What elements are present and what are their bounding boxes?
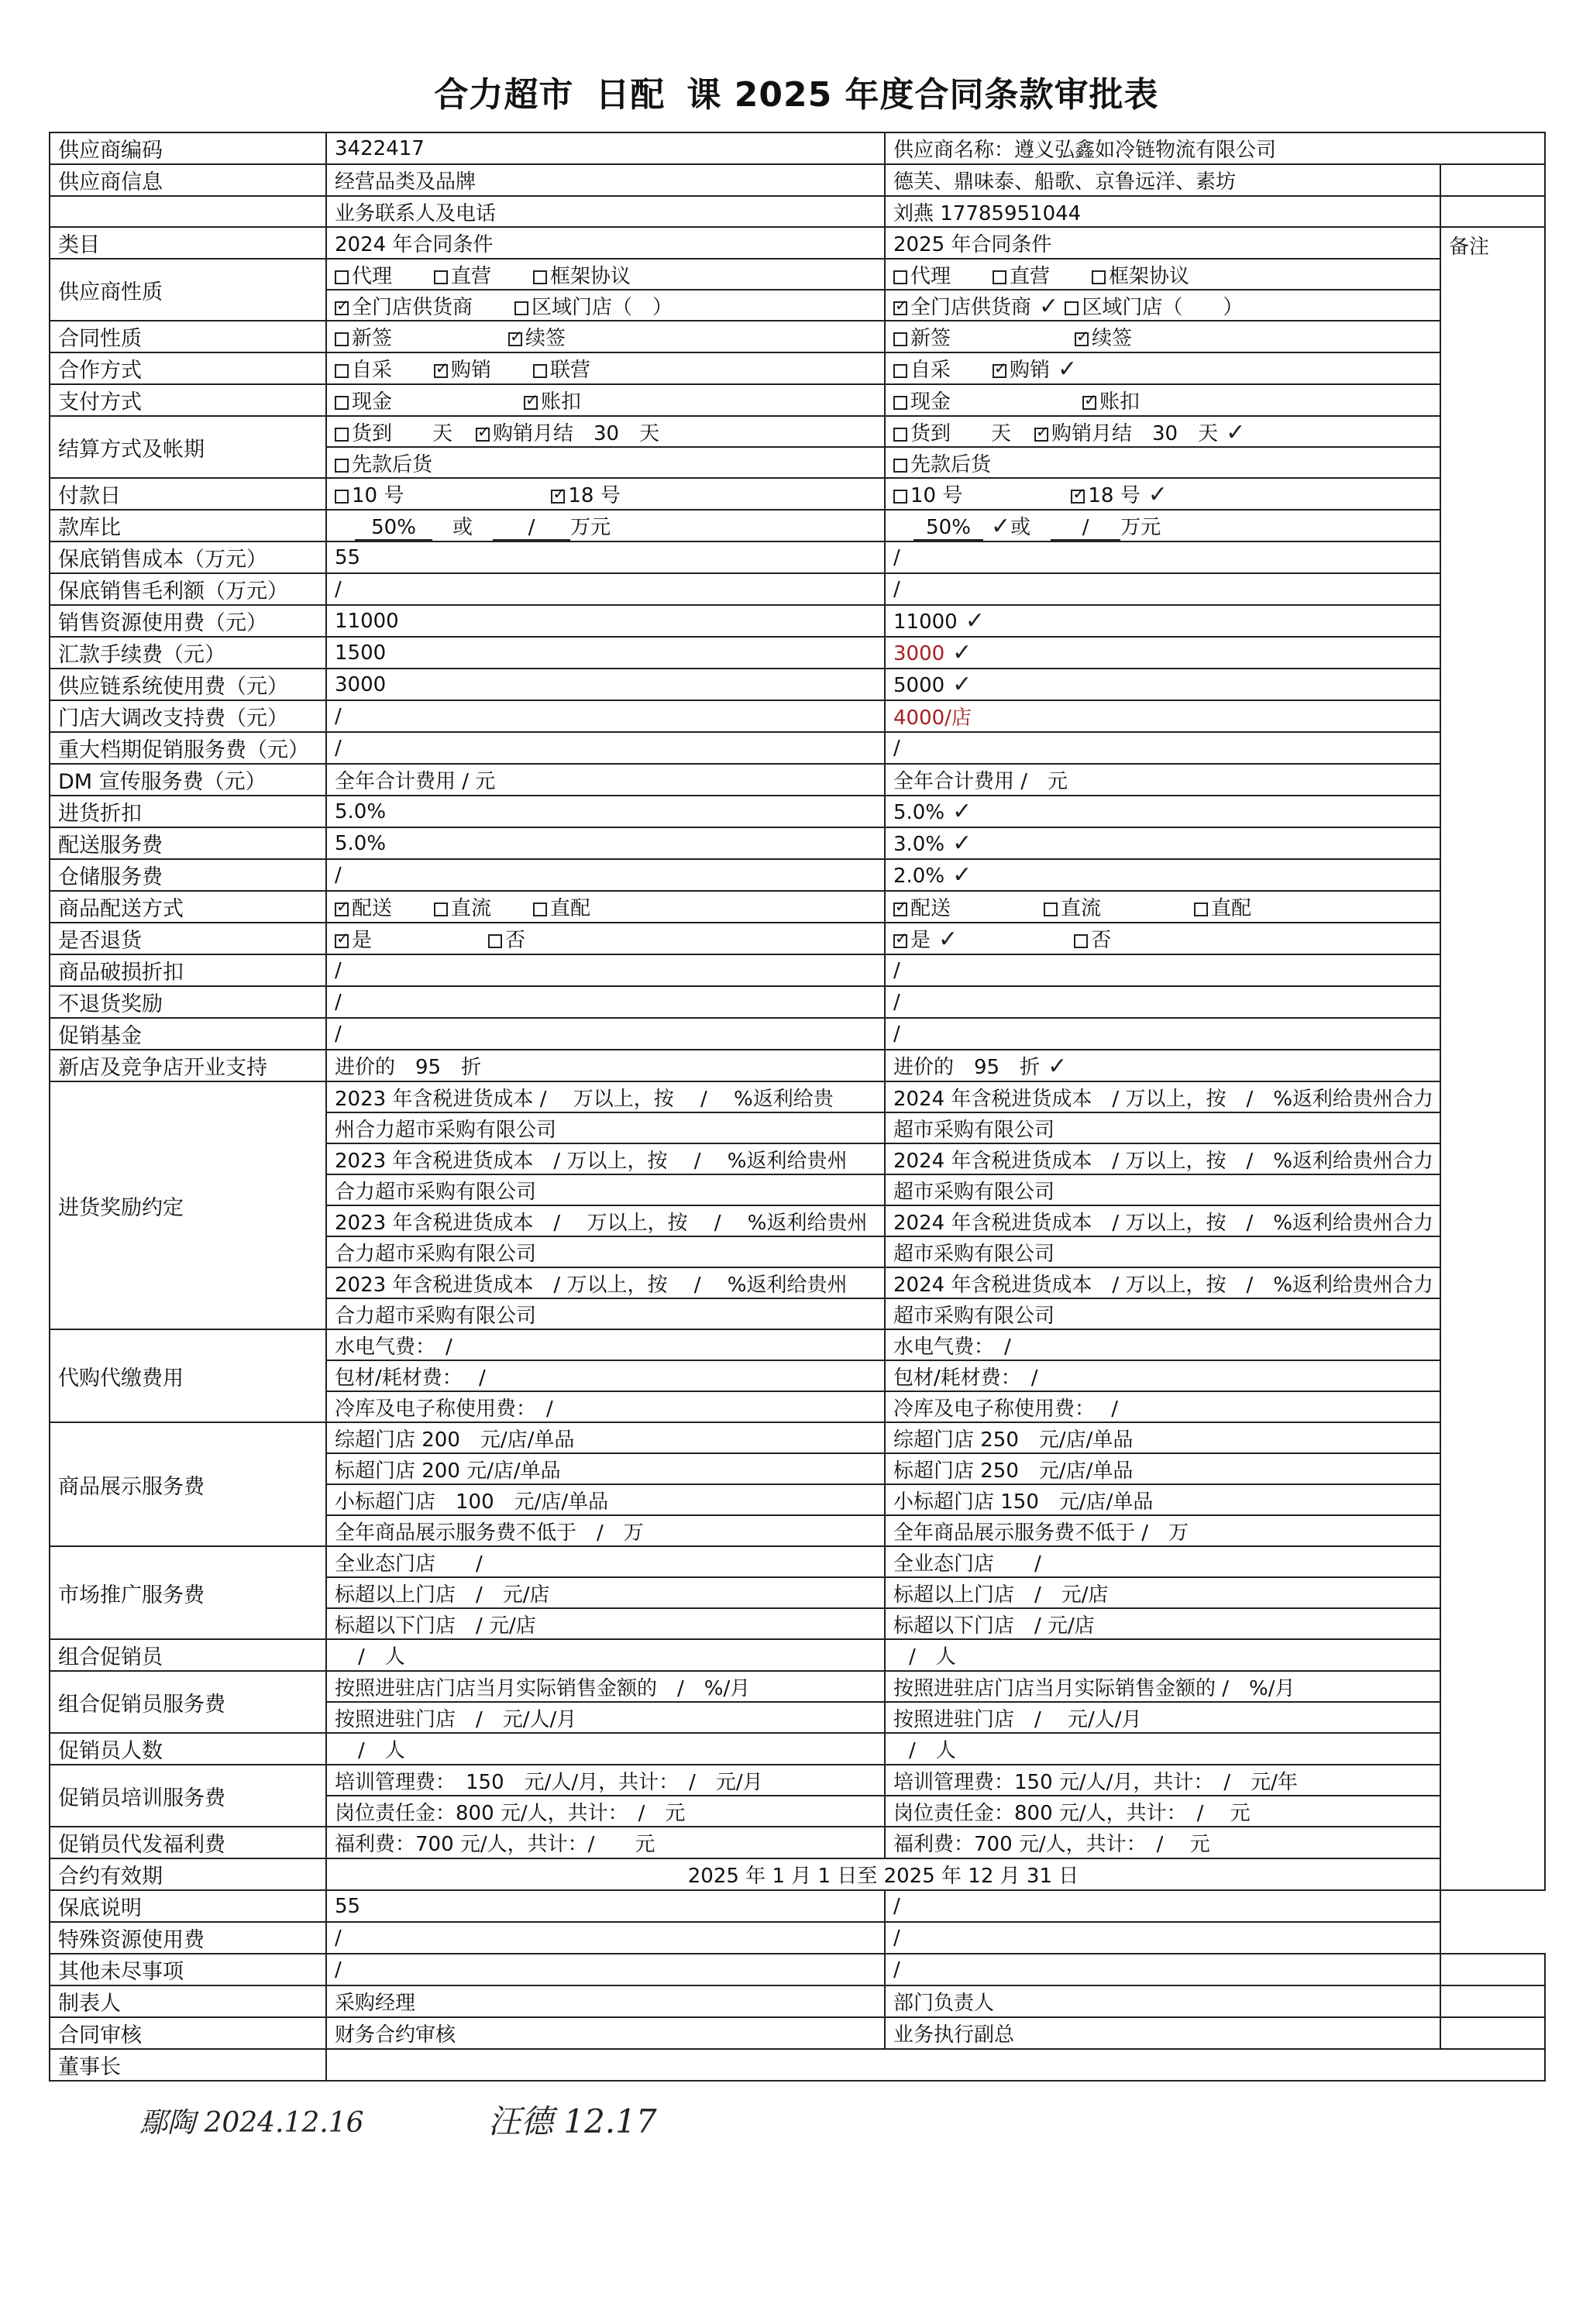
checked-checkbox xyxy=(993,364,1006,378)
checkbox xyxy=(893,396,907,410)
table-row: 董事长 xyxy=(50,2049,1545,2081)
checked-checkbox xyxy=(335,301,349,315)
checked-checkbox xyxy=(893,902,907,916)
table-row: 市场推广服务费 全业态门店 / 全业态门店 / xyxy=(50,1546,1545,1577)
table-row: 代购代缴费用 水电气费： / 水电气费： / xyxy=(50,1329,1545,1360)
table-row: 进货折扣 5.0% 5.0% ✓ xyxy=(50,796,1545,827)
check-mark-icon: ✓ xyxy=(1147,481,1168,508)
table-row: 制表人 采购经理 部门负责人 xyxy=(50,1985,1545,2017)
table-row: 进货奖励约定 2023 年含税进货成本 / 万以上，按 / %返利给贵 2024 年含税进货成本 / 万以上，按 / %返利给贵州合力 xyxy=(50,1081,1545,1112)
table-row: 付款日 10 号✓ 18 号 10 号✓ 18 号 ✓ xyxy=(50,478,1545,510)
table-row: 合作方式 自采✓ 购销 联营 自采✓ 购销 ✓ xyxy=(50,352,1545,384)
table-row: 仓储服务费 / 2.0% ✓ xyxy=(50,859,1545,891)
page-title: 合力超市 日配 课 2025 年度合同条款审批表 xyxy=(434,75,1159,115)
checkbox xyxy=(893,428,907,442)
table-row: 支付方式 现金✓ 账扣 现金✓ 账扣 xyxy=(50,384,1545,416)
checkbox xyxy=(335,364,349,378)
table-row: 配送服务费 5.0% 3.0% ✓ xyxy=(50,827,1545,859)
table-row: 结算方式及帐期 货到 天✓ 购销月结 30 天 货到 天✓ 购销月结 30 天 ✓ xyxy=(50,416,1545,447)
table-row: 合同审核 财务合约审核 业务执行副总 xyxy=(50,2017,1545,2049)
table-row: 不退货奖励 / / xyxy=(50,986,1545,1018)
checkbox xyxy=(1092,270,1106,284)
checkbox xyxy=(1065,301,1079,315)
table-row: 合约有效期 2025 年 1 月 1 日至 2025 年 12 月 31 日 xyxy=(50,1858,1545,1890)
table-row: 商品破损折扣 / / xyxy=(50,954,1545,986)
table-row: 先款后货 先款后货 xyxy=(50,447,1545,478)
table-row: 商品配送方式 ✓ 配送 直流 直配 ✓ 配送 直流 直配 xyxy=(50,891,1545,923)
table-row: 促销员代发福利费 福利费：700 元/人，共计：/ 元 福利费：700 元/人，共计： / 元 xyxy=(50,1827,1545,1858)
checkbox xyxy=(335,428,349,442)
checkbox xyxy=(434,270,448,284)
check-mark-icon: ✓ xyxy=(952,671,972,698)
check-mark-icon: ✓ xyxy=(1058,356,1078,383)
purchase-manager-signature: 汪德 12.17 xyxy=(488,2102,657,2140)
maker-signature: 鄢陶 2024.12.16 xyxy=(139,2107,364,2139)
checked-checkbox xyxy=(434,364,448,378)
table-row: 供应链系统使用费（元） 3000 5000 ✓ xyxy=(50,669,1545,700)
checkbox xyxy=(1194,902,1208,916)
table-row: 供应商信息 经营品类及品牌 德芙、鼎味泰、船歌、京鲁远洋、素坊 xyxy=(50,164,1545,196)
checkbox xyxy=(335,396,349,410)
checkbox xyxy=(1074,934,1088,948)
checkbox xyxy=(533,364,547,378)
table-row: 重大档期促销服务费（元） / / xyxy=(50,732,1545,764)
check-mark-icon: ✓ xyxy=(965,607,985,634)
table-row: 特殊资源使用费 / / xyxy=(50,1922,1545,1954)
table-row: 销售资源使用费（元） 11000 11000 ✓ xyxy=(50,605,1545,637)
checkbox xyxy=(893,364,907,378)
checked-checkbox xyxy=(476,428,490,442)
checked-checkbox xyxy=(1034,428,1048,442)
table-row: 组合促销员 / 人 / 人 xyxy=(50,1639,1545,1671)
table-row: 门店大调改支持费（元） / 4000/店 xyxy=(50,700,1545,732)
table-row: 其他未尽事项 / / xyxy=(50,1954,1545,1985)
table-row: 促销基金 / / xyxy=(50,1018,1545,1050)
check-mark-icon: ✓ xyxy=(952,861,972,889)
checkbox xyxy=(514,301,528,315)
checked-checkbox xyxy=(524,396,538,410)
checkbox xyxy=(893,490,907,504)
checked-checkbox xyxy=(335,934,349,948)
checkbox xyxy=(1044,902,1058,916)
check-mark-icon: ✓ xyxy=(1226,418,1246,446)
check-mark-icon: ✓ xyxy=(1048,1053,1068,1080)
table-row: 供应商性质 代理 直营 框架协议 代理 直营 框架协议 xyxy=(50,259,1545,290)
table-row: 促销员培训服务费 培训管理费： 150 元/人/月，共计： / 元/月 培训管理费：150 元/人/月，共计： / 元/年 xyxy=(50,1765,1545,1796)
checked-checkbox xyxy=(508,332,522,346)
checkbox xyxy=(893,459,907,473)
table-row: 保底说明 55 / xyxy=(50,1890,1545,1922)
checkbox xyxy=(533,270,547,284)
checked-checkbox xyxy=(1075,332,1089,346)
checkbox xyxy=(434,902,448,916)
table-row: 汇款手续费（元） 1500 3000 ✓ xyxy=(50,637,1545,669)
checked-checkbox xyxy=(551,490,565,504)
check-mark-icon: ✓ xyxy=(991,512,1011,540)
checkbox xyxy=(335,490,349,504)
checkbox xyxy=(488,934,502,948)
checkbox xyxy=(993,270,1006,284)
check-mark-icon: ✓ xyxy=(952,639,972,666)
check-mark-icon: ✓ xyxy=(1039,292,1059,320)
checkbox xyxy=(533,902,547,916)
table-row: 保底销售成本（万元） 55 / xyxy=(50,541,1545,573)
table-row: 类目 2024 年合同条件 2025 年合同条件 备注 xyxy=(50,227,1545,259)
table-row: 合同性质 新签✓ 续签 新签✓ 续签 xyxy=(50,321,1545,352)
check-mark-icon: ✓ xyxy=(952,830,972,857)
checkbox xyxy=(893,332,907,346)
table-row: 组合促销员服务费 按照进驻店门店当月实际销售金额的 / %/月 按照进驻店门店当月实际销售金额的 / %/月 xyxy=(50,1671,1545,1702)
check-mark-icon: ✓ xyxy=(938,926,958,953)
checkbox xyxy=(893,270,907,284)
table-row: DM 宣传服务费（元） 全年合计费用 / 元 全年合计费用 / 元 xyxy=(50,764,1545,796)
check-mark-icon: ✓ xyxy=(952,798,972,825)
table-row: 商品展示服务费 综超门店 200 元/店/单品 综超门店 250 元/店/单品 xyxy=(50,1422,1545,1453)
table-row: ✓全门店供货商 区域门店（ ） ✓ 全门店供货商 ✓ 区域门店（ ） xyxy=(50,290,1545,321)
checked-checkbox xyxy=(335,902,349,916)
table-row: 款库比 50% 或 / 万元 50% ✓或 / 万元 xyxy=(50,510,1545,541)
checked-checkbox xyxy=(893,301,907,315)
table-row: 新店及竞争店开业支持 进价的 95 折 进价的 95 折 ✓ xyxy=(50,1050,1545,1081)
checkbox xyxy=(335,270,349,284)
table-row: 业务联系人及电话 刘燕 17785951044 xyxy=(50,196,1545,227)
contract-approval-table: 供应商编码 3422417 供应商名称：遵义弘鑫如冷链物流有限公司 供应商信息 经营品类及品牌 德芙、鼎味泰、船歌、京鲁远洋、素坊 业务联系人及电话 刘燕 17785951044 类目 2024 年合同条件 2025 年合同条件 备注 供应商性质 代理 直营 框架协议 代理 直营 框架协议 ✓全门店供货商 区域门店（ ） ✓ 全门店供货商 ✓ 区域门店（ ） 合同性质 新签✓ 续签 新签✓ 续签 合作方式 自采✓ 购销 联营 自采✓ 购销 ✓ 支付方式 现金✓ 账扣 现金✓ 账扣 结算方式及帐期 货到 天✓ 购销月结 30 天 货到 天✓ 购销月结 30 天 ✓ 先款后货 先款后货 付款日 10 号✓ 18 号 10 号✓ 18 号 ✓ 款库比 50% 或 / 万元 50% ✓或 / 万元 保底销售成本（万元） 55 / 保底销售毛利额（万元） / / 销售资源使用费（元） 11000 11000 ✓ 汇款手续费（元） 1500 3000 ✓ 供应链系统使用费（元） 3000 5000 ✓ 门店大调改支持费（元） / 4000/店 重大档期促销服务费（元） / / DM 宣传服务费（元） 全年合计费用 / 元 全年合计费用 / 元 进货折扣 5.0% 5.0% ✓ 配送服务费 5.0% 3.0% ✓ 仓储服务费 / 2.0% ✓ 商品配送方式 ✓ 配送 直流 直配 ✓ 配送 直流 直配 是否退货 ✓ 是 否 ✓ 是 ✓ 否 商品破损折扣 / / 不退货奖励 / / 促销基金 / / 新店及竞争店开业支持 进价的 95 折 进价的 95 折 ✓ 进货奖励约定 2023 年含税进货成本 / 万以上，按 / %返利给贵 2024 年含税进货成本 / 万以上，按 / %返利给贵州合力 州合力超市采购有限公司 超市采购有限公司 2023 年含税进货成本 / 万以上，按 / %返利给贵州 2024 年含税进货成本 / 万以上，按 / %返利给贵州合力 合力超市采购有限公司 超市采购有限公司 2023 年含税进货成本 / 万以上，按 / %返利给贵州 2024 年含税进货成本 / 万以上，按 / %返利给贵州合力 合力超市采购有限公司 超市采购有限公司 2023 年含税进货成本 / 万以上，按 / %返利给贵州 2024 年含税进货成本 / 万以上，按 / %返利给贵州合力 合力超市采购有限公司 超市采购有限公司 代购代缴费用 水电气费： / 水电气费： / 包材/耗材费： / 包材/耗材费： / 冷库及电子称使用费： / 冷库及电子称使用费： / 商品展示服务费 综超门店 200 元/店/单品 综超门店 250 元/店/单品 标超门店 200 元/店/单品 标超门店 250 元/店/单品 小标超门店 100 元/店/单品 小标超门店 150 元/店/单品 全年商品展示服务费不低于 / 万 全年商品展示服务费不低于 / 万 市场推广服务费 全业态门店 / 全业态门店 / 标超以上门店 / 元/店 标超以上门店 / 元/店 标超以下门店 / 元/店 标超以下门店 / 元/店 组合促销员 / 人 / 人 组合促销员服务费 按照进驻店门店当月实际销售金额的 / %/月 按照进驻店门店当月实际销售金额的 / %/月 按照进驻门店 / 元/人/月 按照进驻门店 / 元/人/月 促销员人数 / 人 / 人 促销员培训服务费 培训管理费： 150 元/人/月，共计： / 元/月 培训管理费：150 元/人/月，共计： / 元/年 岗位责任金：800 元/人，共计： / 元 岗位责任金：800 元/人，共计： / 元 促销员代发福利费 福利费：700 元/人，共计：/ 元 福利费：700 元/人，共计： / 元 合约有效期 2025 年 1 月 1 日至 2025 年 12 月 31 日 保底说明 55 / 特殊资源使用费 / / 其他未尽事项 / / 制表人 采购经理 部门负责人 合同审核 财务合约审核 业务执行副总 董事长 xyxy=(49,132,1546,2082)
checked-checkbox xyxy=(1071,490,1085,504)
checked-checkbox xyxy=(893,934,907,948)
table-row: 保底销售毛利额（万元） / / xyxy=(50,573,1545,605)
checked-checkbox xyxy=(1082,396,1096,410)
checkbox xyxy=(335,459,349,473)
checkbox xyxy=(335,332,349,346)
table-row: 促销员人数 / 人 / 人 xyxy=(50,1733,1545,1765)
table-row: 是否退货 ✓ 是 否 ✓ 是 ✓ 否 xyxy=(50,923,1545,954)
table-row: 供应商编码 3422417 供应商名称：遵义弘鑫如冷链物流有限公司 xyxy=(50,132,1545,164)
